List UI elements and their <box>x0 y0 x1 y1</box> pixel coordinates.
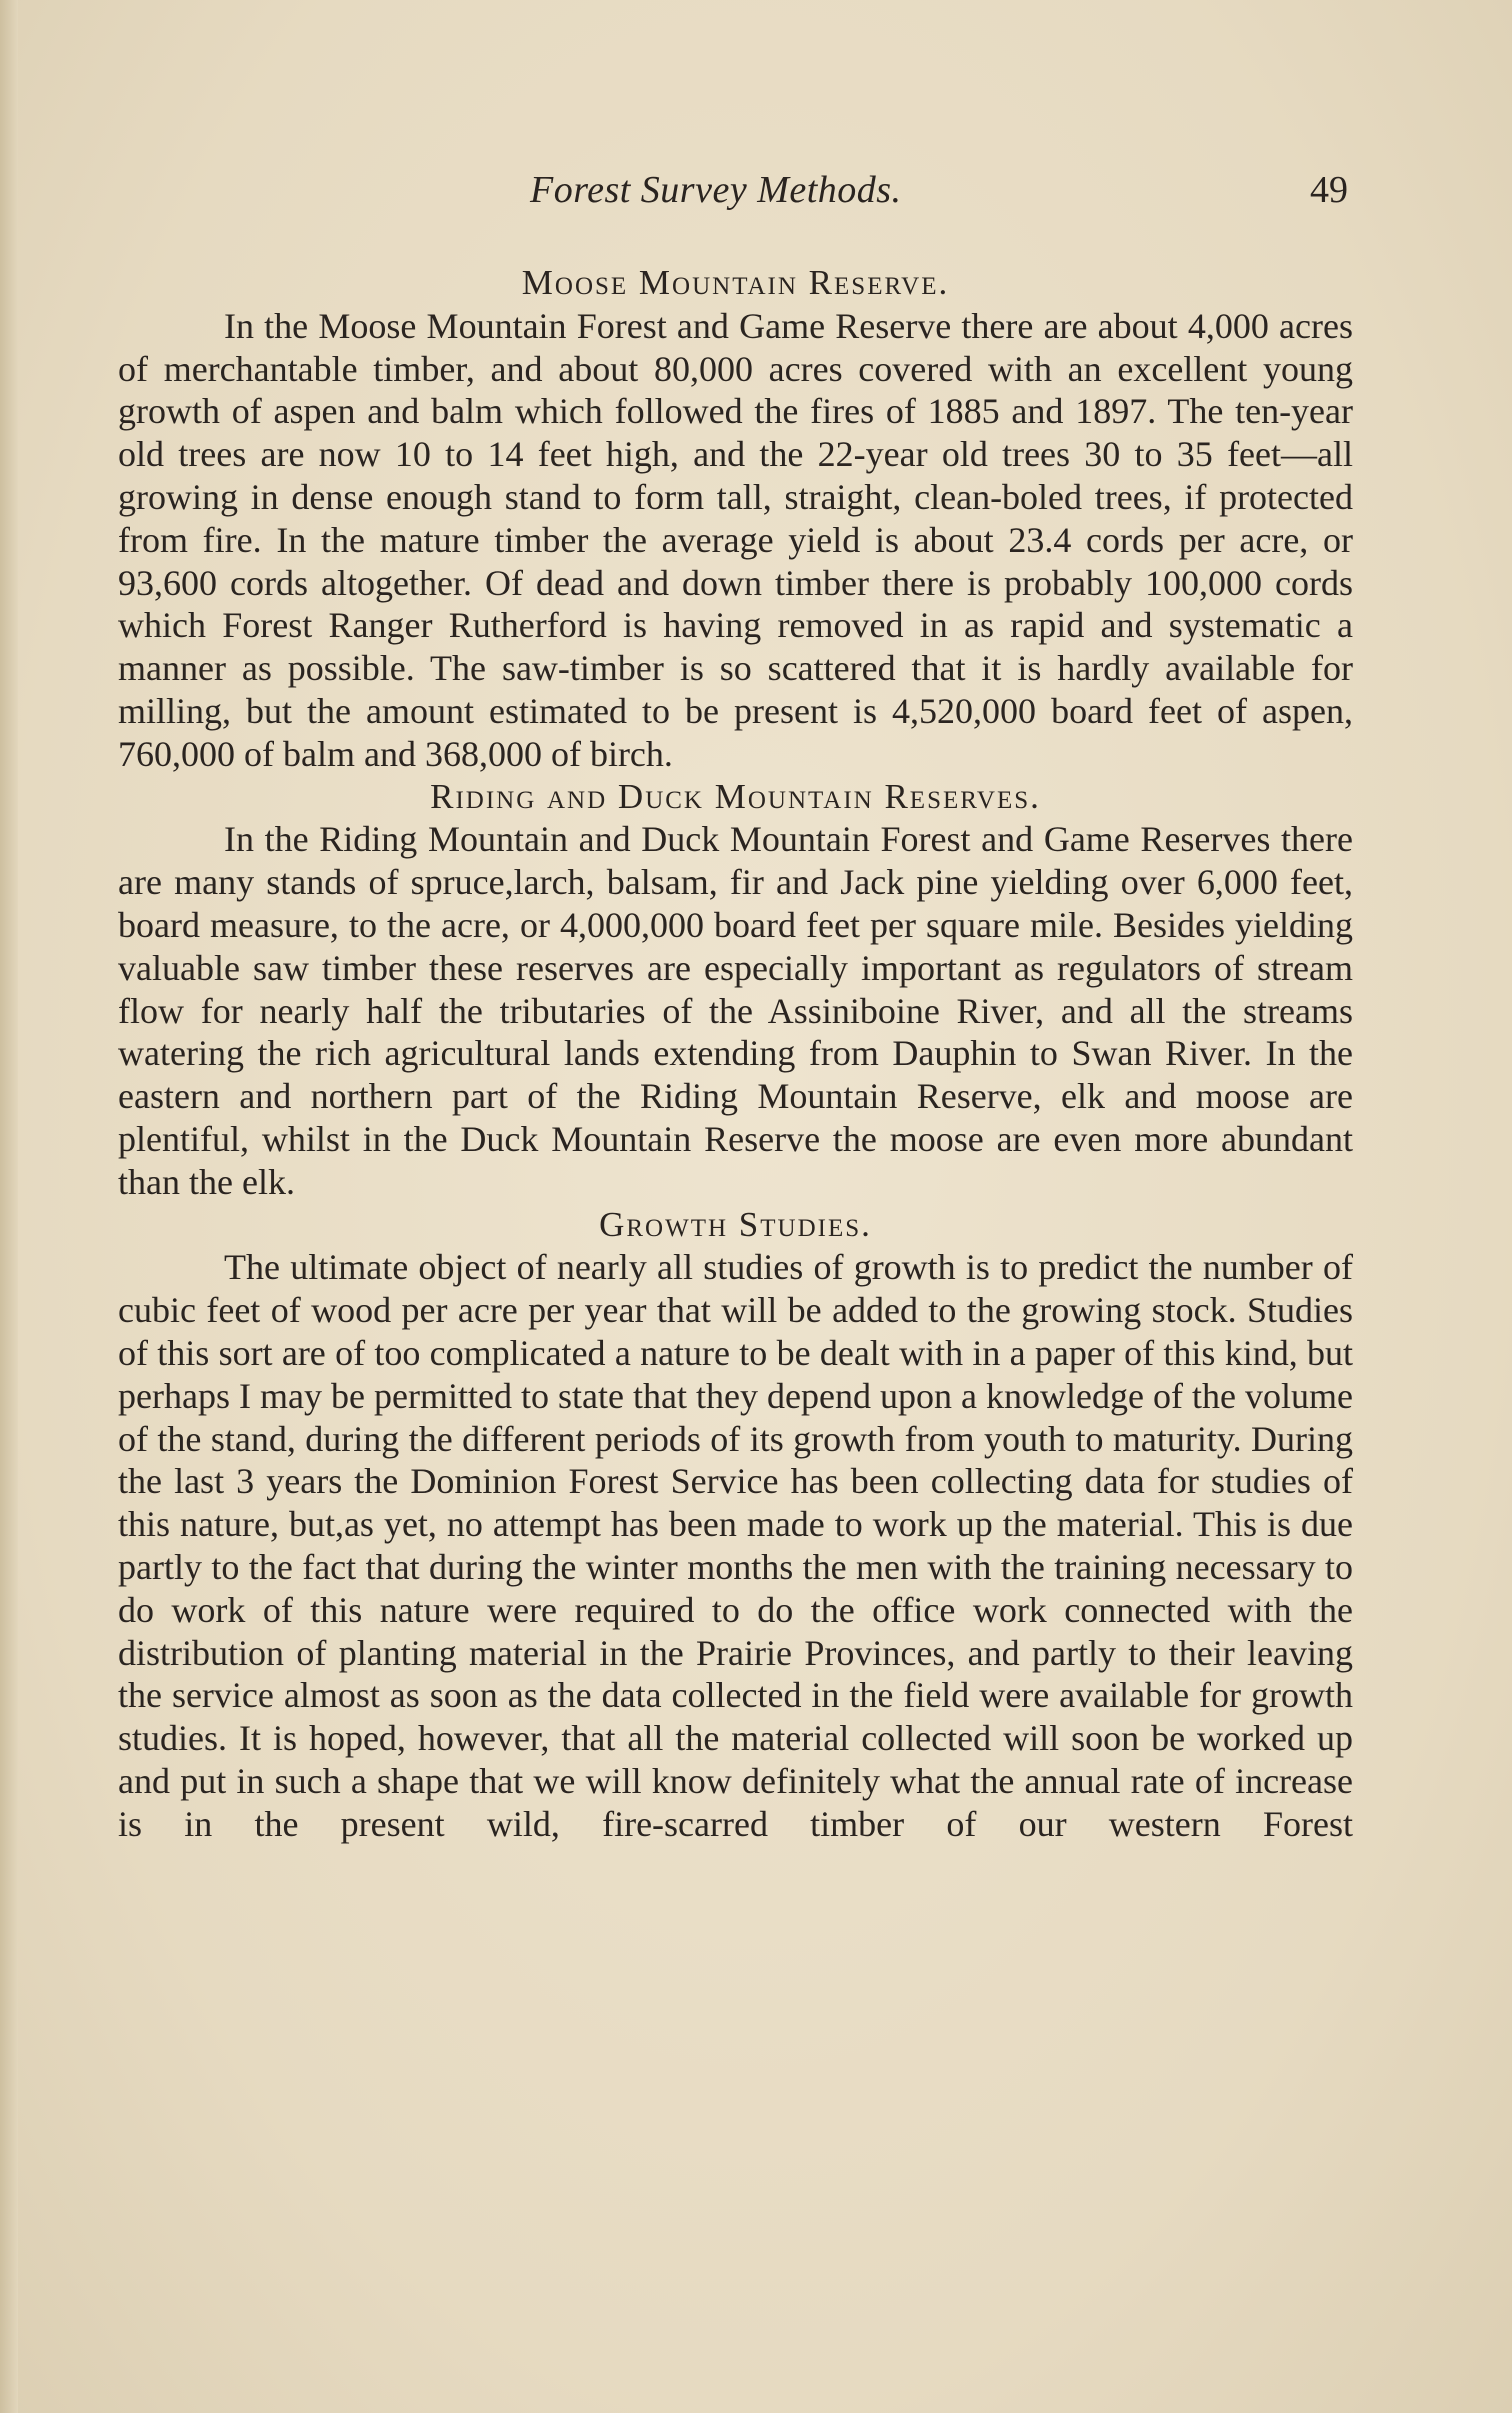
section-heading-riding-duck-mountain: Riding and Duck Mountain Reserves. <box>430 776 1041 816</box>
paragraph-growth-studies: The ultimate object of nearly all studies of growth is to predict the number of cubic feet of wood per acre per year that will be added to the growing stock. Studies of this sort are of too complicated a nature to be dealt with in a paper of this kind, but perhaps I may be permitted to state that they depend upon a knowledge of the volume of the stand, during the different periods of its growth from youth to maturity. During the last 3 years the Dominion Forest Service has been collecting data for studies of this nature, but,as yet, no attempt has been made to work up the material. This is due partly to the fact that during the winter months the men with the training necessary to do work of this nature were required to do the office work connected with the distribution of planting material in the Prairie Provinces, and partly to their leaving the service almost as soon as the data collected in the field were available for growth studies. It is hoped, however, that all the material collected will soon be worked up and put in such a shape that we will know definitely what the annual rate of increase is in the present wild, fire-scarred timber of our western Forest <box>118 1247 1353 1844</box>
section-heading-growth-studies: Growth Studies. <box>599 1204 872 1244</box>
page-number: 49 <box>1310 169 1348 211</box>
section-heading-moose-mountain: Moose Mountain Reserve. <box>521 263 950 302</box>
running-title: Forest Survey Methods. <box>530 169 902 211</box>
running-head <box>0 168 1512 218</box>
body-text <box>118 262 1353 1845</box>
paragraph-moose-mountain: In the Moose Mountain Forest and Game Reserve there are about 4,000 acres of merchantable timber, and about 80,000 acres covered with an excellent young growth of aspen and balm which followed the fires of 1885 and 1897. The ten-year old trees are now 10 to 14 feet high, and the 22-year old trees 30 to 35 feet—all growing in dense enough stand to form tall, straight, clean-boled trees, if protected from fire. In the mature timber the average yield is about 23.4 cords per acre, or 93,600 cords altogether. Of dead and down timber there is probably 100,000 cords which Forest Ranger Rutherford is having removed in as rapid and systematic a manner as possible. The saw-timber is so scattered that it is hardly available for milling, but the amount estimated to be present is 4,520,000 board feet of aspen, 760,000 of balm and 368,000 of birch. <box>118 305 1353 774</box>
paragraph-riding-duck-mountain: In the Riding Mountain and Duck Mountain Forest and Game Reserves there are many stands of spruce,larch, balsam, fir and Jack pine yielding over 6,000 feet, board measure, to the acre, or 4,000,000 board feet per square mile. Besides yielding valuable saw timber these reserves are especially important as regulators of stream flow for nearly half the tributaries of the Assiniboine River, and all the streams watering the rich agricultural lands extending from Dauphin to Swan River. In the eastern and northern part of the Riding Mountain Reserve, elk and moose are plentiful, whilst in the Duck Mountain Reserve the moose are even more abundant than the elk. <box>118 819 1353 1202</box>
page-binding-edge <box>0 0 18 2413</box>
